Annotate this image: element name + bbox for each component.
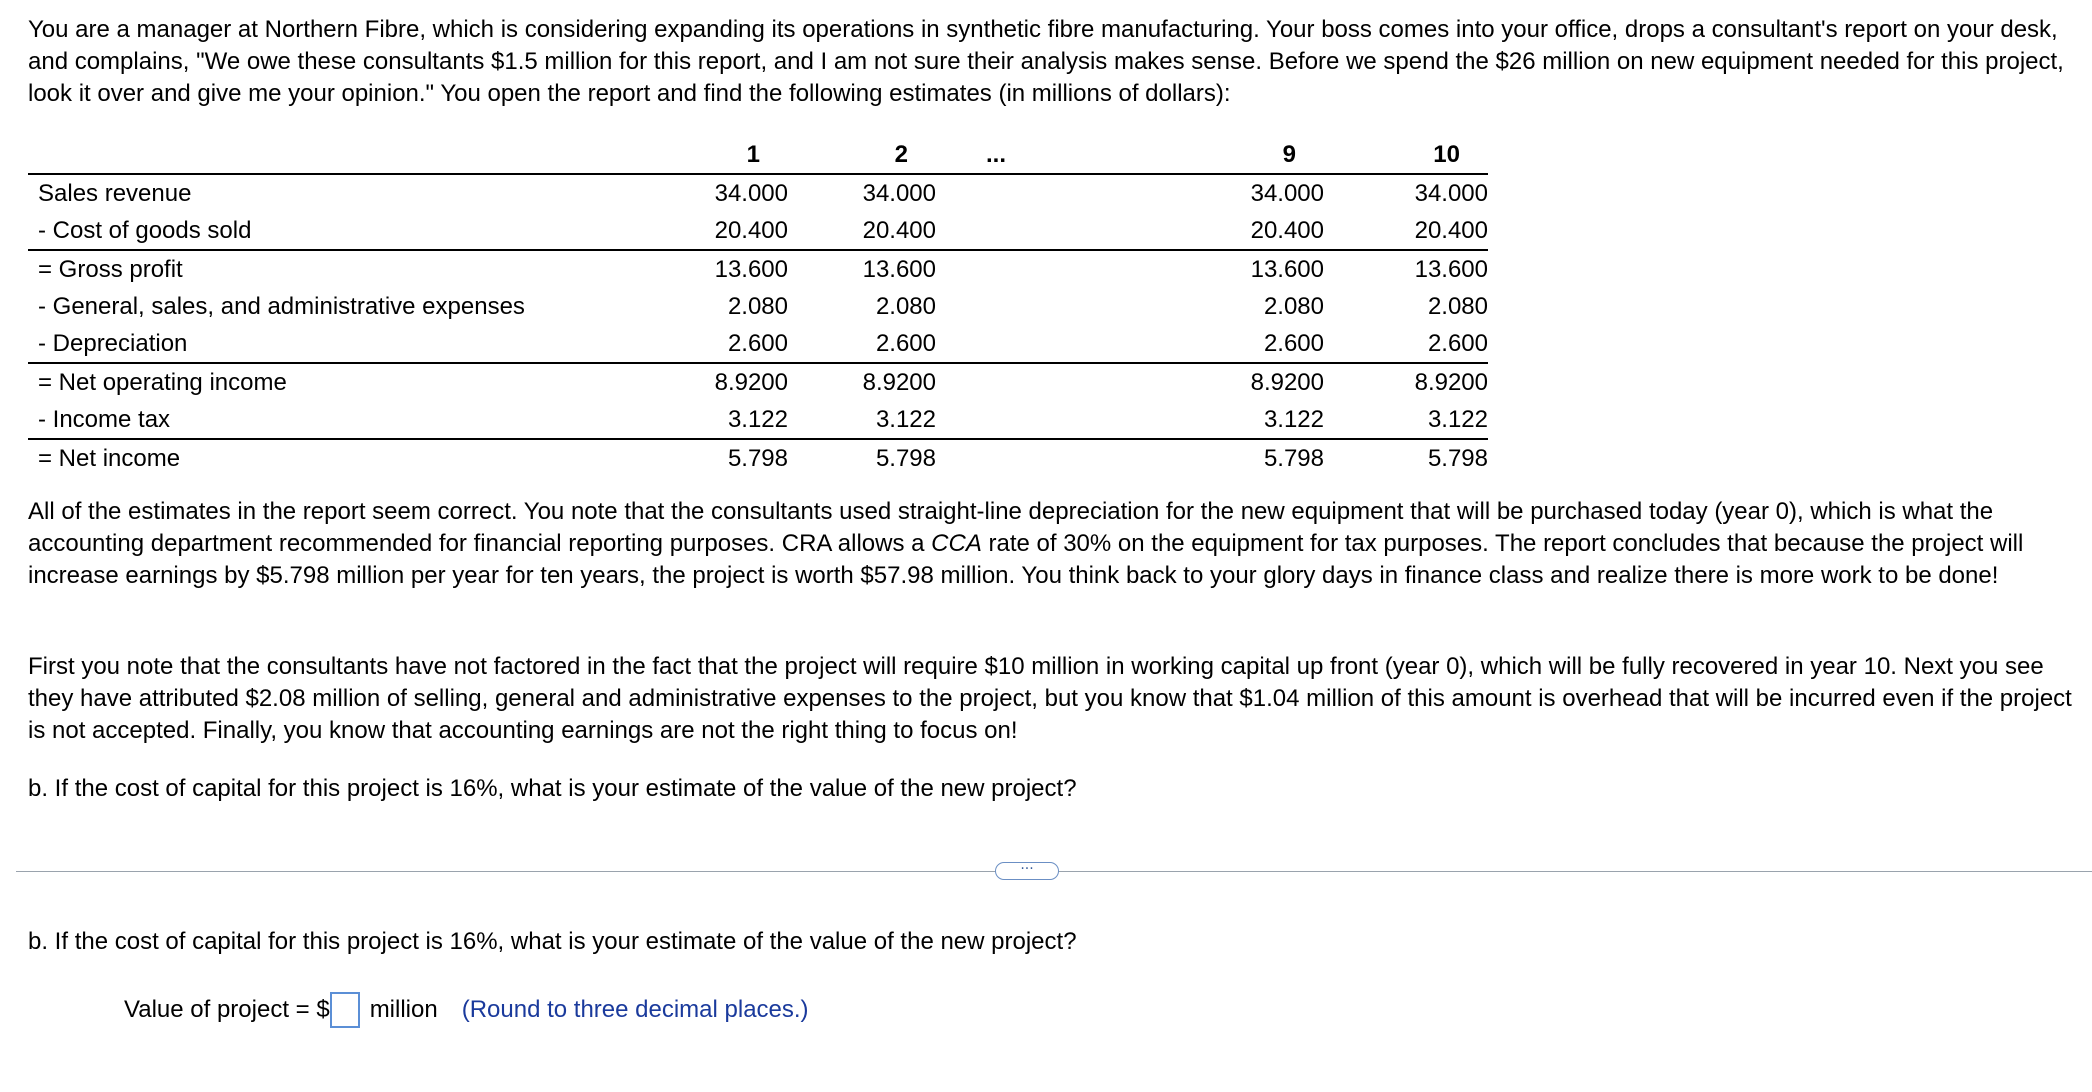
answer-prefix: Value of project = $ [124,996,330,1023]
cell-value: 20.400 [1414,216,1488,244]
cell-value: 2.080 [727,292,788,320]
cell-value: 13.600 [1324,250,1488,288]
header-year: 2 [894,141,908,168]
cell-value: 8.9200 [788,363,936,401]
cell-value: 5.798 [788,439,936,477]
table-row [28,363,1488,401]
row-label: - General, sales, and administrative expenses [38,292,525,320]
question-text: b. If the cost of capital for this project is 16%, what is your estimate of the value of the new project? [28,775,1077,802]
table-row [28,250,1488,288]
cell-value: 2.600 [1427,329,1488,357]
row-label: Sales revenue [28,174,645,212]
problem-context [28,496,2084,592]
cell-value: 20.400 [1250,216,1324,244]
cell-value: 2.600 [1263,329,1324,357]
table-row [28,325,1488,363]
header-ellipsis: ... [985,141,1006,168]
header-blank [28,137,645,174]
question-text-repeat: b. If the cost of capital for this project is 16%, what is your estimate of the value of the new project? [28,928,1077,955]
row-label: = Gross profit [28,250,645,288]
cell-value: 2.080 [1427,292,1488,320]
table-row [28,212,1488,250]
answer-unit: million [369,996,438,1023]
rounding-hint: (Round to three decimal places.) [461,996,809,1023]
context-text: rate of 30% on the equipment for tax purposes. The report concludes that because the project will increase earnings by $5.798 million per year for ten years, the project is worth $57.98 million. You think back to your glory days in finance class and realize there is more work to be done! [28,530,2024,589]
context-text: All of the estimates in the report seem correct. You note that the consultants used straight-line depreciation for the new equipment that will be purchased today (year 0), which is what the accounting department recommended for financial reporting purposes. CRA allows a [28,498,1994,557]
table-row [28,439,1488,477]
cell-value: 3.122 [727,405,788,433]
answer-row [124,990,809,1030]
cell-value: 20.400 [714,216,788,244]
cell-value: 13.600 [788,250,936,288]
row-label: = Net income [28,439,645,477]
row-label: - Depreciation [38,329,188,357]
table-header-row [28,137,1488,174]
cell-value: 3.122 [1263,405,1324,433]
table-row [28,174,1488,212]
value-of-project-input[interactable] [330,992,360,1028]
problem-details: First you note that the consultants have not factored in the fact that the project will require $10 million in working capital up front (year 0), which will be fully recovered in year 10. Next you see they have attributed $2.08 million of selling, general and administrative expenses to the project, but you know that $1.04 million of this amount is overhead that will be incurred even if the project is not accepted. Finally, you know that accounting earnings are not the right thing to focus on! [28,653,2072,744]
cell-value: 2.600 [727,329,788,357]
cell-value: 34.000 [645,174,788,212]
income-statement-table [28,137,1488,477]
cell-value: 34.000 [788,174,936,212]
cell-value: 13.600 [1056,250,1324,288]
header-year: 1 [746,141,760,168]
cell-value: 3.122 [875,405,936,433]
cell-value: 5.798 [1324,439,1488,477]
cell-value: 5.798 [1056,439,1324,477]
row-label: = Net operating income [28,363,645,401]
cell-value: 5.798 [645,439,788,477]
row-label: - Cost of goods sold [38,216,252,244]
cell-value: 20.400 [862,216,936,244]
cca-term: CCA [931,530,982,557]
problem-intro: You are a manager at Northern Fibre, which is considering expanding its operations in synthetic fibre manufacturing. Your boss comes into your office, drops a consultant's report on your desk, and complains, "We owe these consultants $1.5 million for this report, and I am not sure their analysis makes sense. Before we spend the $26 million on new equipment needed for this project, look it over and give me your opinion." You open the report and find the following estimates (in millions of dollars): [28,16,2064,107]
row-label: - Income tax [38,405,171,433]
cell-value: 8.9200 [1056,363,1324,401]
cell-value: 2.600 [875,329,936,357]
table-row [28,288,1488,325]
cell-value: 2.080 [1263,292,1324,320]
cell-value: 34.000 [1324,174,1488,212]
cell-value: 3.122 [1427,405,1488,433]
cell-value: 13.600 [645,250,788,288]
cell-value: 34.000 [1056,174,1324,212]
header-year: 10 [1433,141,1460,168]
cell-value: 8.9200 [1324,363,1488,401]
header-year: 9 [1282,141,1296,168]
table-row [28,401,1488,439]
cell-value: 8.9200 [645,363,788,401]
cell-value: 2.080 [875,292,936,320]
expand-button[interactable]: ··· [995,862,1059,880]
